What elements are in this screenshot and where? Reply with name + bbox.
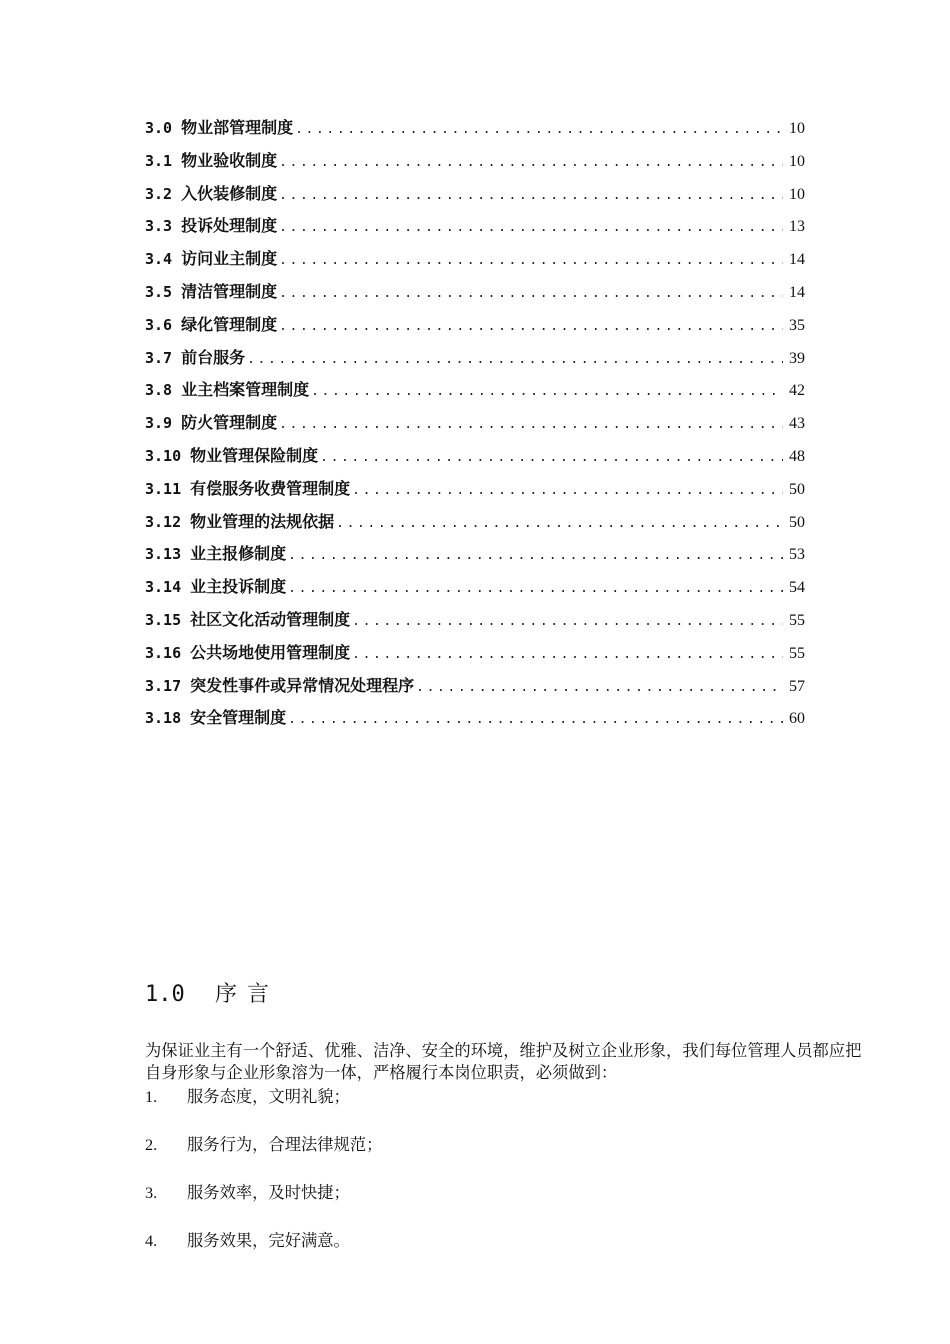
toc-dot-leader — [416, 680, 783, 695]
toc-entry[interactable] — [145, 509, 805, 542]
toc-entry-page: 13 — [789, 218, 805, 236]
toc-dot-leader — [288, 548, 783, 563]
toc-entry-number: 3.1 — [145, 151, 173, 170]
toc-entry-title: 业主档案管理制度 — [181, 380, 310, 400]
toc-dot-leader — [311, 384, 783, 399]
toc-entry-page: 50 — [789, 513, 805, 531]
toc-dot-leader — [336, 516, 783, 531]
toc-entry-number: 3.2 — [145, 184, 173, 203]
toc-entry-page: 55 — [789, 644, 805, 662]
toc-entry-title: 物业管理的法规依据 — [190, 511, 335, 531]
toc-dot-leader — [279, 417, 783, 432]
toc-entry-number: 3.12 — [145, 512, 182, 531]
toc-entry-title: 物业验收制度 — [181, 150, 278, 170]
list-item-text: 服务行为，合理法律规范； — [187, 1135, 383, 1154]
intro-paragraph: 为保证业主有一个舒适、优雅、洁净、安全的环境，维护及树立企业形象，我们每位管理人员都应把自身形象与企业形象溶为一体，严格履行本岗位职责，必须做到： — [145, 1041, 862, 1082]
toc-entry[interactable] — [145, 148, 805, 181]
toc-dot-leader — [279, 286, 783, 301]
toc-entry[interactable] — [145, 213, 805, 246]
toc-dot-leader — [288, 712, 783, 727]
toc-entry-page: 42 — [789, 382, 805, 400]
toc-entry-number: 3.6 — [145, 315, 173, 334]
toc-entry-title: 入伙装修制度 — [181, 183, 278, 203]
toc-entry-title: 绿化管理制度 — [181, 314, 278, 334]
toc-entry-title: 投诉处理制度 — [181, 216, 278, 236]
toc-entry-number: 3.8 — [145, 381, 173, 400]
list-item-number: 4. — [145, 1231, 158, 1250]
toc-dot-leader — [352, 614, 783, 629]
toc-dot-leader — [279, 253, 783, 268]
toc-entry[interactable] — [145, 541, 805, 574]
toc-entry-number: 3.0 — [145, 119, 173, 137]
section-heading — [145, 977, 279, 1008]
toc-entry[interactable] — [145, 476, 805, 509]
toc-entry[interactable] — [145, 574, 805, 607]
toc-entry-page: 35 — [789, 316, 805, 334]
toc-entry-title: 公共场地使用管理制度 — [190, 642, 351, 662]
toc-entry-number: 3.5 — [145, 282, 173, 301]
toc-dot-leader — [279, 188, 783, 203]
toc-dot-leader — [295, 122, 783, 137]
toc-entry-title: 业主投诉制度 — [190, 577, 287, 597]
toc-entry[interactable] — [145, 410, 805, 443]
toc-entry-number: 3.15 — [145, 610, 182, 629]
requirements-list — [145, 1083, 382, 1275]
toc-entry-page: 48 — [789, 447, 805, 465]
section-title: 序言 — [215, 981, 280, 1007]
toc-entry-number: 3.4 — [145, 250, 173, 269]
toc-dot-leader — [352, 483, 783, 498]
list-item-text: 服务态度，文明礼貌； — [187, 1087, 350, 1106]
toc-dot-leader — [288, 581, 783, 596]
toc-entry[interactable] — [145, 115, 805, 148]
list-item-number: 2. — [145, 1135, 158, 1154]
toc-entry[interactable] — [145, 181, 805, 214]
toc-entry-number: 3.17 — [145, 676, 182, 695]
toc-entry-page: 39 — [789, 349, 805, 367]
toc-entry-page: 10 — [789, 152, 805, 170]
toc-dot-leader — [279, 319, 783, 334]
toc-entry[interactable] — [145, 705, 805, 738]
toc-entry-title: 物业管理保险制度 — [190, 445, 319, 465]
toc-entry-number: 3.14 — [145, 578, 182, 597]
list-item-text: 服务效果，完好满意。 — [187, 1231, 350, 1250]
toc-entry[interactable] — [145, 377, 805, 410]
toc-entry-title: 防火管理制度 — [181, 413, 278, 433]
toc-dot-leader — [279, 220, 783, 235]
table-of-contents — [145, 115, 805, 738]
toc-entry[interactable] — [145, 607, 805, 640]
toc-entry-title: 清洁管理制度 — [181, 281, 278, 301]
toc-entry-page: 10 — [789, 185, 805, 203]
list-item-number: 1. — [145, 1087, 158, 1106]
toc-dot-leader — [279, 155, 783, 170]
toc-entry-number: 3.9 — [145, 414, 173, 433]
toc-entry-page: 14 — [789, 283, 805, 301]
toc-entry-title: 前台服务 — [181, 347, 246, 367]
toc-entry-number: 3.16 — [145, 643, 182, 662]
list-item — [145, 1131, 382, 1179]
toc-dot-leader — [247, 352, 783, 367]
toc-entry-title: 有偿服务收费管理制度 — [190, 478, 351, 498]
toc-entry-number: 3.11 — [145, 479, 182, 498]
toc-entry-page: 55 — [789, 611, 805, 629]
toc-entry[interactable] — [145, 312, 805, 345]
toc-entry-title: 访问业主制度 — [181, 249, 278, 269]
toc-entry-number: 3.3 — [145, 217, 173, 236]
list-item-text: 服务效率，及时快捷； — [187, 1183, 350, 1202]
toc-entry-page: 60 — [789, 710, 805, 728]
toc-entry-page: 50 — [789, 480, 805, 498]
toc-entry-title: 突发性事件或异常情况处理程序 — [190, 675, 415, 695]
toc-entry-title: 安全管理制度 — [190, 708, 287, 728]
toc-entry-page: 14 — [789, 251, 805, 269]
toc-entry[interactable] — [145, 673, 805, 706]
list-item — [145, 1083, 382, 1131]
toc-dot-leader — [352, 647, 783, 662]
toc-entry-page: 43 — [789, 415, 805, 433]
toc-entry-number: 3.18 — [145, 709, 182, 728]
list-item — [145, 1227, 382, 1275]
toc-entry-page: 53 — [789, 546, 805, 564]
toc-entry[interactable] — [145, 443, 805, 476]
toc-entry-number: 3.10 — [145, 446, 182, 465]
toc-entry-number: 3.13 — [145, 545, 182, 564]
toc-entry[interactable] — [145, 279, 805, 312]
toc-entry[interactable] — [145, 345, 805, 378]
list-item — [145, 1179, 382, 1227]
section-number: 1.0 — [145, 981, 185, 1007]
toc-entry-title: 物业部管理制度 — [181, 118, 294, 137]
toc-entry[interactable] — [145, 246, 805, 279]
toc-entry-title: 业主报修制度 — [190, 544, 287, 564]
toc-entry-page: 10 — [789, 120, 805, 137]
toc-entry-page: 57 — [789, 677, 805, 695]
toc-entry[interactable] — [145, 640, 805, 673]
toc-entry-number: 3.7 — [145, 348, 173, 367]
toc-entry-page: 54 — [789, 579, 805, 597]
list-item-number: 3. — [145, 1183, 158, 1202]
toc-dot-leader — [320, 450, 783, 465]
toc-entry-title: 社区文化活动管理制度 — [190, 609, 351, 629]
